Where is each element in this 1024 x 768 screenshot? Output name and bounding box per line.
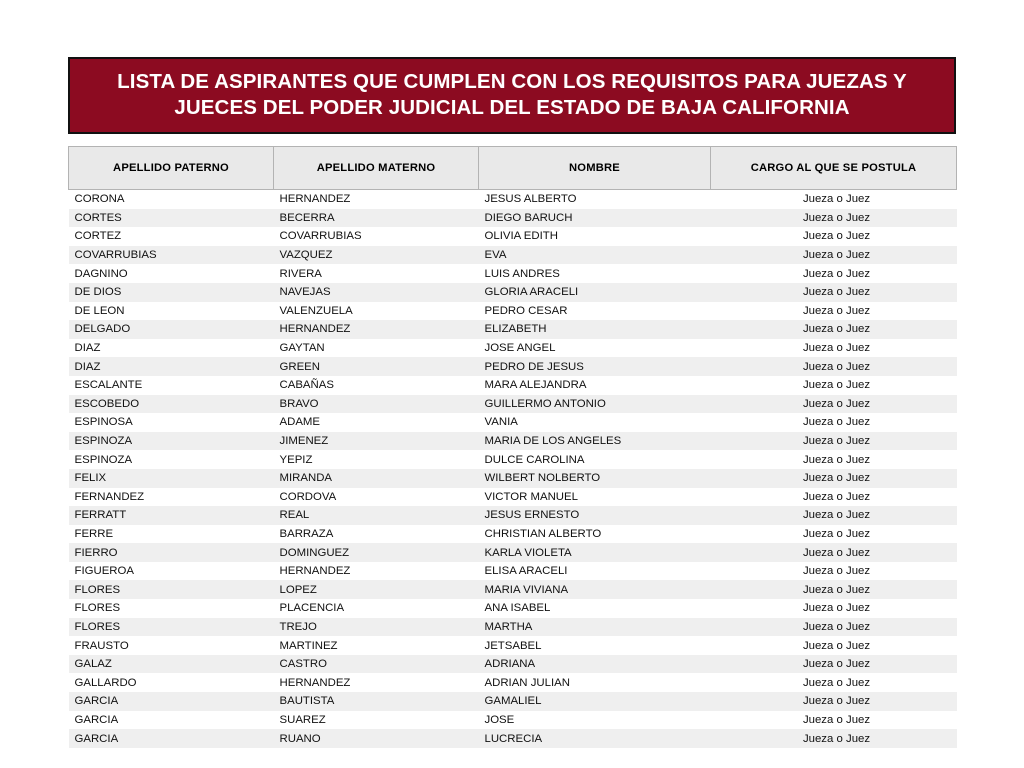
cell-apellido-materno: BRAVO	[274, 395, 479, 414]
cell-nombre: ANA ISABEL	[479, 599, 711, 618]
cell-apellido-materno: HERNANDEZ	[274, 673, 479, 692]
cell-apellido-paterno: CORTES	[69, 209, 274, 228]
cell-nombre: MARA ALEJANDRA	[479, 376, 711, 395]
cell-apellido-paterno: CORTEZ	[69, 227, 274, 246]
table-row	[69, 283, 957, 302]
cell-nombre: LUCRECIA	[479, 729, 711, 748]
table-row	[69, 580, 957, 599]
cell-apellido-materno: VAZQUEZ	[274, 246, 479, 265]
cell-apellido-paterno: FIERRO	[69, 543, 274, 562]
cell-nombre: PEDRO CESAR	[479, 302, 711, 321]
cell-apellido-materno: MARTINEZ	[274, 636, 479, 655]
cell-apellido-paterno: DIAZ	[69, 339, 274, 358]
cell-apellido-paterno: DIAZ	[69, 357, 274, 376]
cell-nombre: OLIVIA EDITH	[479, 227, 711, 246]
cell-apellido-materno: ADAME	[274, 413, 479, 432]
cell-apellido-materno: CORDOVA	[274, 488, 479, 507]
cell-cargo: Jueza o Juez	[711, 264, 957, 283]
cell-apellido-paterno: FIGUEROA	[69, 562, 274, 581]
cell-apellido-paterno: FELIX	[69, 469, 274, 488]
cell-nombre: JETSABEL	[479, 636, 711, 655]
cell-cargo: Jueza o Juez	[711, 655, 957, 674]
cell-apellido-paterno: FRAUSTO	[69, 636, 274, 655]
cell-apellido-paterno: GALLARDO	[69, 673, 274, 692]
table-row	[69, 264, 957, 283]
cell-cargo: Jueza o Juez	[711, 376, 957, 395]
page-title-line-1: LISTA DE ASPIRANTES QUE CUMPLEN CON LOS REQUISITOS PARA JUEZAS Y	[117, 70, 907, 93]
column-header-apellido-materno: APELLIDO MATERNO	[274, 147, 479, 190]
column-header-apellido-paterno: APELLIDO PATERNO	[69, 147, 274, 190]
table-row	[69, 618, 957, 637]
applicants-table-container	[68, 146, 956, 748]
cell-apellido-materno: COVARRUBIAS	[274, 227, 479, 246]
cell-apellido-materno: YEPIZ	[274, 450, 479, 469]
cell-apellido-materno: BECERRA	[274, 209, 479, 228]
table-row	[69, 450, 957, 469]
cell-cargo: Jueza o Juez	[711, 636, 957, 655]
column-header-nombre: NOMBRE	[479, 147, 711, 190]
cell-nombre: ELIZABETH	[479, 320, 711, 339]
table-row	[69, 357, 957, 376]
table-row	[69, 655, 957, 674]
cell-cargo: Jueza o Juez	[711, 525, 957, 544]
cell-cargo: Jueza o Juez	[711, 506, 957, 525]
cell-nombre: JOSE ANGEL	[479, 339, 711, 358]
cell-apellido-paterno: COVARRUBIAS	[69, 246, 274, 265]
cell-apellido-materno: HERNANDEZ	[274, 562, 479, 581]
cell-nombre: ADRIAN JULIAN	[479, 673, 711, 692]
cell-nombre: JOSE	[479, 711, 711, 730]
cell-apellido-paterno: ESCALANTE	[69, 376, 274, 395]
cell-apellido-paterno: DE LEON	[69, 302, 274, 321]
cell-nombre: LUIS ANDRES	[479, 264, 711, 283]
cell-apellido-paterno: FLORES	[69, 580, 274, 599]
table-row	[69, 562, 957, 581]
cell-nombre: DIEGO BARUCH	[479, 209, 711, 228]
cell-nombre: JESUS ALBERTO	[479, 190, 711, 209]
cell-cargo: Jueza o Juez	[711, 711, 957, 730]
cell-apellido-paterno: ESPINOSA	[69, 413, 274, 432]
cell-apellido-paterno: FERRATT	[69, 506, 274, 525]
cell-apellido-paterno: DE DIOS	[69, 283, 274, 302]
cell-nombre: GLORIA ARACELI	[479, 283, 711, 302]
column-header-cargo: CARGO AL QUE SE POSTULA	[711, 147, 957, 190]
cell-nombre: DULCE CAROLINA	[479, 450, 711, 469]
cell-cargo: Jueza o Juez	[711, 246, 957, 265]
table-row	[69, 711, 957, 730]
cell-cargo: Jueza o Juez	[711, 580, 957, 599]
table-row	[69, 729, 957, 748]
cell-nombre: JESUS ERNESTO	[479, 506, 711, 525]
table-row	[69, 376, 957, 395]
cell-apellido-materno: GREEN	[274, 357, 479, 376]
table-row	[69, 488, 957, 507]
cell-apellido-materno: HERNANDEZ	[274, 320, 479, 339]
cell-apellido-materno: TREJO	[274, 618, 479, 637]
cell-cargo: Jueza o Juez	[711, 320, 957, 339]
cell-cargo: Jueza o Juez	[711, 413, 957, 432]
table-row	[69, 525, 957, 544]
cell-cargo: Jueza o Juez	[711, 469, 957, 488]
cell-cargo: Jueza o Juez	[711, 227, 957, 246]
cell-cargo: Jueza o Juez	[711, 357, 957, 376]
cell-apellido-materno: HERNANDEZ	[274, 190, 479, 209]
cell-cargo: Jueza o Juez	[711, 209, 957, 228]
cell-nombre: VICTOR MANUEL	[479, 488, 711, 507]
cell-apellido-materno: BAUTISTA	[274, 692, 479, 711]
cell-apellido-paterno: ESPINOZA	[69, 432, 274, 451]
table-row	[69, 469, 957, 488]
table-row	[69, 413, 957, 432]
cell-apellido-materno: PLACENCIA	[274, 599, 479, 618]
cell-apellido-paterno: FLORES	[69, 599, 274, 618]
cell-nombre: MARTHA	[479, 618, 711, 637]
cell-cargo: Jueza o Juez	[711, 283, 957, 302]
table-row	[69, 339, 957, 358]
cell-nombre: MARIA VIVIANA	[479, 580, 711, 599]
cell-apellido-materno: SUAREZ	[274, 711, 479, 730]
table-row	[69, 246, 957, 265]
cell-apellido-paterno: GALAZ	[69, 655, 274, 674]
cell-apellido-paterno: GARCIA	[69, 692, 274, 711]
cell-nombre: MARIA DE LOS ANGELES	[479, 432, 711, 451]
cell-cargo: Jueza o Juez	[711, 302, 957, 321]
cell-cargo: Jueza o Juez	[711, 543, 957, 562]
cell-nombre: PEDRO DE JESUS	[479, 357, 711, 376]
cell-apellido-materno: LOPEZ	[274, 580, 479, 599]
cell-apellido-materno: RUANO	[274, 729, 479, 748]
table-header-row	[69, 147, 957, 190]
table-row	[69, 395, 957, 414]
cell-apellido-paterno: DAGNINO	[69, 264, 274, 283]
table-row	[69, 227, 957, 246]
cell-apellido-paterno: FLORES	[69, 618, 274, 637]
cell-apellido-materno: REAL	[274, 506, 479, 525]
cell-cargo: Jueza o Juez	[711, 339, 957, 358]
cell-apellido-paterno: GARCIA	[69, 711, 274, 730]
cell-cargo: Jueza o Juez	[711, 395, 957, 414]
cell-apellido-materno: MIRANDA	[274, 469, 479, 488]
table-row	[69, 302, 957, 321]
table-row	[69, 692, 957, 711]
cell-apellido-paterno: FERRE	[69, 525, 274, 544]
cell-apellido-paterno: DELGADO	[69, 320, 274, 339]
page-title-line-2: JUECES DEL PODER JUDICIAL DEL ESTADO DE BAJA CALIFORNIA	[174, 96, 850, 119]
cell-cargo: Jueza o Juez	[711, 692, 957, 711]
cell-cargo: Jueza o Juez	[711, 673, 957, 692]
table-header	[69, 147, 957, 190]
table-row	[69, 673, 957, 692]
cell-nombre: KARLA VIOLETA	[479, 543, 711, 562]
cell-nombre: CHRISTIAN ALBERTO	[479, 525, 711, 544]
cell-cargo: Jueza o Juez	[711, 450, 957, 469]
cell-apellido-materno: DOMINGUEZ	[274, 543, 479, 562]
cell-cargo: Jueza o Juez	[711, 432, 957, 451]
cell-apellido-materno: GAYTAN	[274, 339, 479, 358]
cell-apellido-materno: CABAÑAS	[274, 376, 479, 395]
cell-cargo: Jueza o Juez	[711, 599, 957, 618]
cell-apellido-materno: CASTRO	[274, 655, 479, 674]
cell-cargo: Jueza o Juez	[711, 488, 957, 507]
cell-nombre: GAMALIEL	[479, 692, 711, 711]
cell-apellido-paterno: ESCOBEDO	[69, 395, 274, 414]
table-row	[69, 190, 957, 209]
cell-apellido-paterno: FERNANDEZ	[69, 488, 274, 507]
applicants-table	[68, 146, 957, 748]
cell-apellido-materno: BARRAZA	[274, 525, 479, 544]
cell-cargo: Jueza o Juez	[711, 562, 957, 581]
cell-apellido-materno: VALENZUELA	[274, 302, 479, 321]
table-row	[69, 432, 957, 451]
table-row	[69, 506, 957, 525]
cell-nombre: VANIA	[479, 413, 711, 432]
cell-nombre: WILBERT NOLBERTO	[479, 469, 711, 488]
cell-cargo: Jueza o Juez	[711, 618, 957, 637]
cell-apellido-materno: JIMENEZ	[274, 432, 479, 451]
table-row	[69, 543, 957, 562]
cell-apellido-paterno: GARCIA	[69, 729, 274, 748]
cell-nombre: GUILLERMO ANTONIO	[479, 395, 711, 414]
cell-apellido-materno: RIVERA	[274, 264, 479, 283]
document-title-banner	[68, 57, 956, 134]
table-row	[69, 209, 957, 228]
cell-nombre: EVA	[479, 246, 711, 265]
cell-cargo: Jueza o Juez	[711, 190, 957, 209]
cell-apellido-paterno: ESPINOZA	[69, 450, 274, 469]
cell-apellido-paterno: CORONA	[69, 190, 274, 209]
table-row	[69, 636, 957, 655]
cell-nombre: ELISA ARACELI	[479, 562, 711, 581]
cell-cargo: Jueza o Juez	[711, 729, 957, 748]
cell-apellido-materno: NAVEJAS	[274, 283, 479, 302]
cell-nombre: ADRIANA	[479, 655, 711, 674]
table-row	[69, 599, 957, 618]
table-row	[69, 320, 957, 339]
table-body	[69, 190, 957, 748]
